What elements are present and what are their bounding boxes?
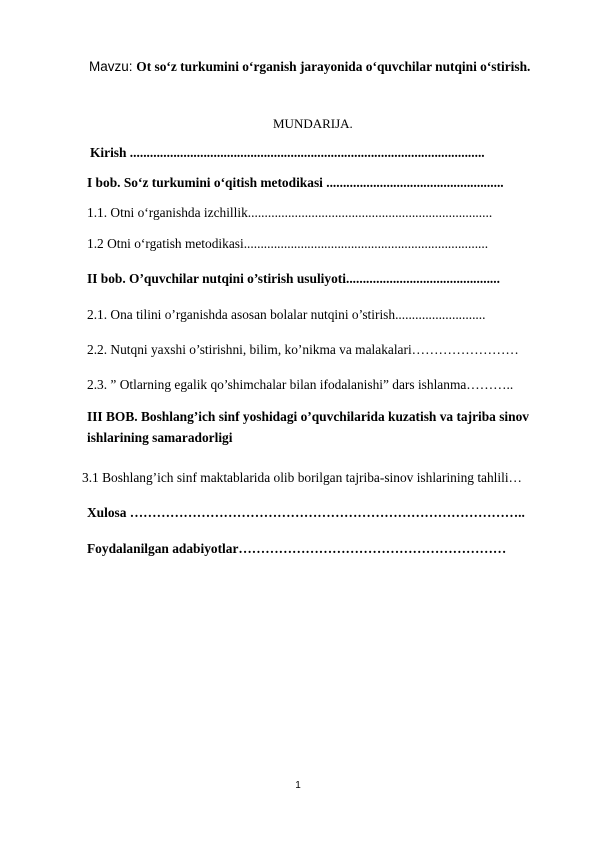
toc-entry-references: Foydalanilgan adabiyotlar…………………………………………………… <box>87 541 507 556</box>
toc-entry-1-2: 1.2 Otni o‘rgatish metodikasi......................................................................... <box>87 236 489 251</box>
toc-entry-2-3: 2.3. ” Otlarning egalik qo’shimchalar bilan ifodalanishi” dars ishlanma……….. <box>87 377 514 392</box>
title-label: Mavzu: <box>89 59 133 74</box>
toc-entry-3-1: 3.1 Boshlang’ich sinf maktablarida olib borilgan tajriba-sinov ishlarining tahlili… <box>82 470 522 485</box>
page-number: 1 <box>295 780 301 791</box>
toc-entry-1-1: 1.1. Otni o‘rganishda izchillik......................................................................... <box>87 205 493 220</box>
toc-entry-introduction: Kirish .......................................................................................................... <box>90 145 485 160</box>
toc-entry-conclusion: Xulosa …………………………………………………………………………….. <box>87 505 525 520</box>
toc-entry-2-1: 2.1. Ona tilini o’rganishda asosan bolalar nutqini o’stirish........................... <box>87 307 486 322</box>
toc-entry-chapter-1: I bob. So‘z turkumini o‘qitish metodikasi ..................................................... <box>87 175 504 190</box>
toc-entry-chapter-2: II bob. O’quvchilar nutqini o’stirish usuliyoti.............................................. <box>87 271 500 286</box>
title-text: Ot so‘z turkumini o‘rganish jarayonida o‘quvchilar nutqini o‘stirish. <box>136 59 531 74</box>
toc-entry-chapter-3: III BOB. Boshlang’ich sinf yoshidagi o’quvchilarida kuzatish va tajriba sinov ishlarining samaradorligi <box>87 409 529 445</box>
toc-entry-2-2: 2.2. Nutqni yaxshi o’stirishni, bilim, ko’nikma va malakalari…………………… <box>87 342 519 357</box>
contents-heading: MUNDARIJA. <box>273 116 353 131</box>
document-title <box>89 59 530 75</box>
